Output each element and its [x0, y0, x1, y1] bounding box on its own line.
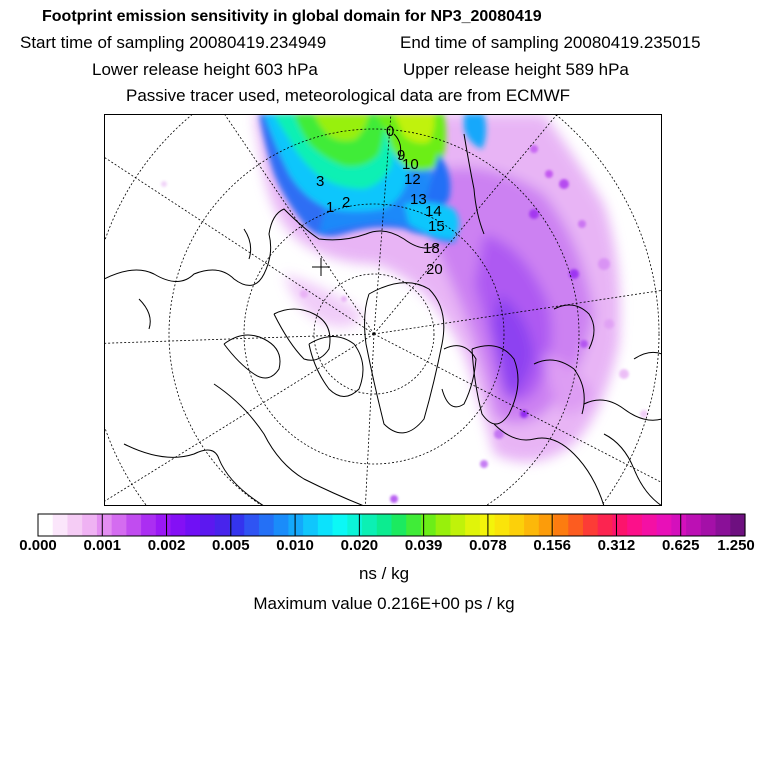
colorbar-cell	[244, 514, 259, 536]
sampling-times-row	[0, 32, 768, 54]
colorbar-tick-label: 0.005	[212, 537, 250, 554]
trajectory-label: 2	[342, 194, 351, 211]
colorbar-cell	[627, 514, 642, 536]
colorbar-cell	[200, 514, 215, 536]
colorbar-cell	[82, 514, 97, 536]
colorbar-cell	[215, 514, 230, 536]
colorbar-tick-label: 0.010	[276, 537, 314, 554]
trajectory-label: 13	[410, 191, 427, 208]
colorbar-cell	[126, 514, 141, 536]
colorbar-cell	[495, 514, 510, 536]
trajectory-label: 14	[425, 203, 442, 220]
colorbar-cell	[583, 514, 598, 536]
colorbar-cell	[554, 514, 569, 536]
colorbar-cell	[612, 514, 627, 536]
tracer-info-label: Passive tracer used, meteorological data are from ECMWF	[126, 86, 571, 105]
start-time-label: Start time of sampling 20080419.234949	[20, 33, 327, 52]
colorbar-cell	[362, 514, 377, 536]
colorbar-cell	[730, 514, 745, 536]
colorbar-cell	[392, 514, 407, 536]
colorbar-tick-label: 0.078	[469, 537, 507, 554]
lower-release-label: Lower release height 603 hPa	[92, 60, 318, 79]
colorbar-cell	[642, 514, 657, 536]
colorbar-cell	[377, 514, 392, 536]
trajectory-label: 15	[428, 218, 445, 235]
colorbar-cell	[671, 514, 686, 536]
colorbar-cell	[333, 514, 348, 536]
colorbar-cell	[318, 514, 333, 536]
colorbar-cell	[67, 514, 82, 536]
colorbar-cell	[53, 514, 68, 536]
colorbar-cell	[657, 514, 672, 536]
upper-release-label: Upper release height 589 hPa	[403, 60, 629, 79]
footprint-map	[104, 114, 662, 506]
trajectory-label: 10	[402, 156, 419, 173]
trajectory-label: 18	[423, 240, 440, 257]
colorbar-cell	[97, 514, 112, 536]
colorbar-cell	[303, 514, 318, 536]
colorbar-cell	[38, 514, 53, 536]
colorbar-tick-label: 0.039	[404, 537, 443, 554]
trajectory-label: 1	[326, 199, 335, 216]
colorbar-tick-label: 0.020	[340, 537, 379, 554]
colorbar-tick-label: 0.002	[147, 537, 186, 554]
colorbar-cell	[568, 514, 583, 536]
trajectory-label: 12	[404, 171, 421, 188]
colorbar-tick-label: 0.001	[83, 537, 122, 554]
colorbar-cell	[598, 514, 613, 536]
colorbar-cell	[406, 514, 421, 536]
colorbar-cell	[156, 514, 171, 536]
colorbar-cell	[686, 514, 701, 536]
colorbar-units: ns / kg	[358, 564, 410, 583]
colorbar-tick-label: 1.250	[717, 537, 755, 554]
trajectory-label: 0	[386, 123, 395, 140]
colorbar-cell	[185, 514, 200, 536]
colorbar-cell	[436, 514, 451, 536]
colorbar-tick-label: 0.312	[597, 537, 636, 554]
colorbar-tick-label: 0.000	[19, 537, 57, 554]
colorbar-cell	[259, 514, 274, 536]
plot-title: Footprint emission sensitivity in global domain for NP3_20080419	[42, 8, 542, 25]
colorbar-cell	[450, 514, 465, 536]
colorbar-cell	[288, 514, 303, 536]
colorbar-cell	[171, 514, 186, 536]
colorbar-cell	[112, 514, 127, 536]
trajectory-label: 9	[397, 147, 406, 164]
end-time-label: End time of sampling 20080419.235015	[400, 33, 701, 52]
colorbar-cell	[524, 514, 539, 536]
colorbar-cell	[347, 514, 362, 536]
release-heights-row	[0, 59, 768, 81]
colorbar-cell	[465, 514, 480, 536]
tracer-row	[0, 85, 768, 107]
colorbar-cell	[141, 514, 156, 536]
maximum-value-label: Maximum value 0.216E+00 ps / kg	[253, 594, 515, 613]
colorbar-cell	[701, 514, 716, 536]
colorbar-cell	[716, 514, 731, 536]
colorbar-cell	[229, 514, 244, 536]
colorbar-cell	[274, 514, 289, 536]
colorbar-tick-label: 0.156	[533, 537, 571, 554]
colorbar	[0, 510, 768, 540]
colorbar-tick-label: 0.625	[661, 537, 700, 554]
trajectory-label: 20	[426, 261, 443, 278]
trajectory-label: 3	[316, 173, 325, 190]
colorbar-cell	[509, 514, 524, 536]
title-row	[0, 0, 768, 25]
